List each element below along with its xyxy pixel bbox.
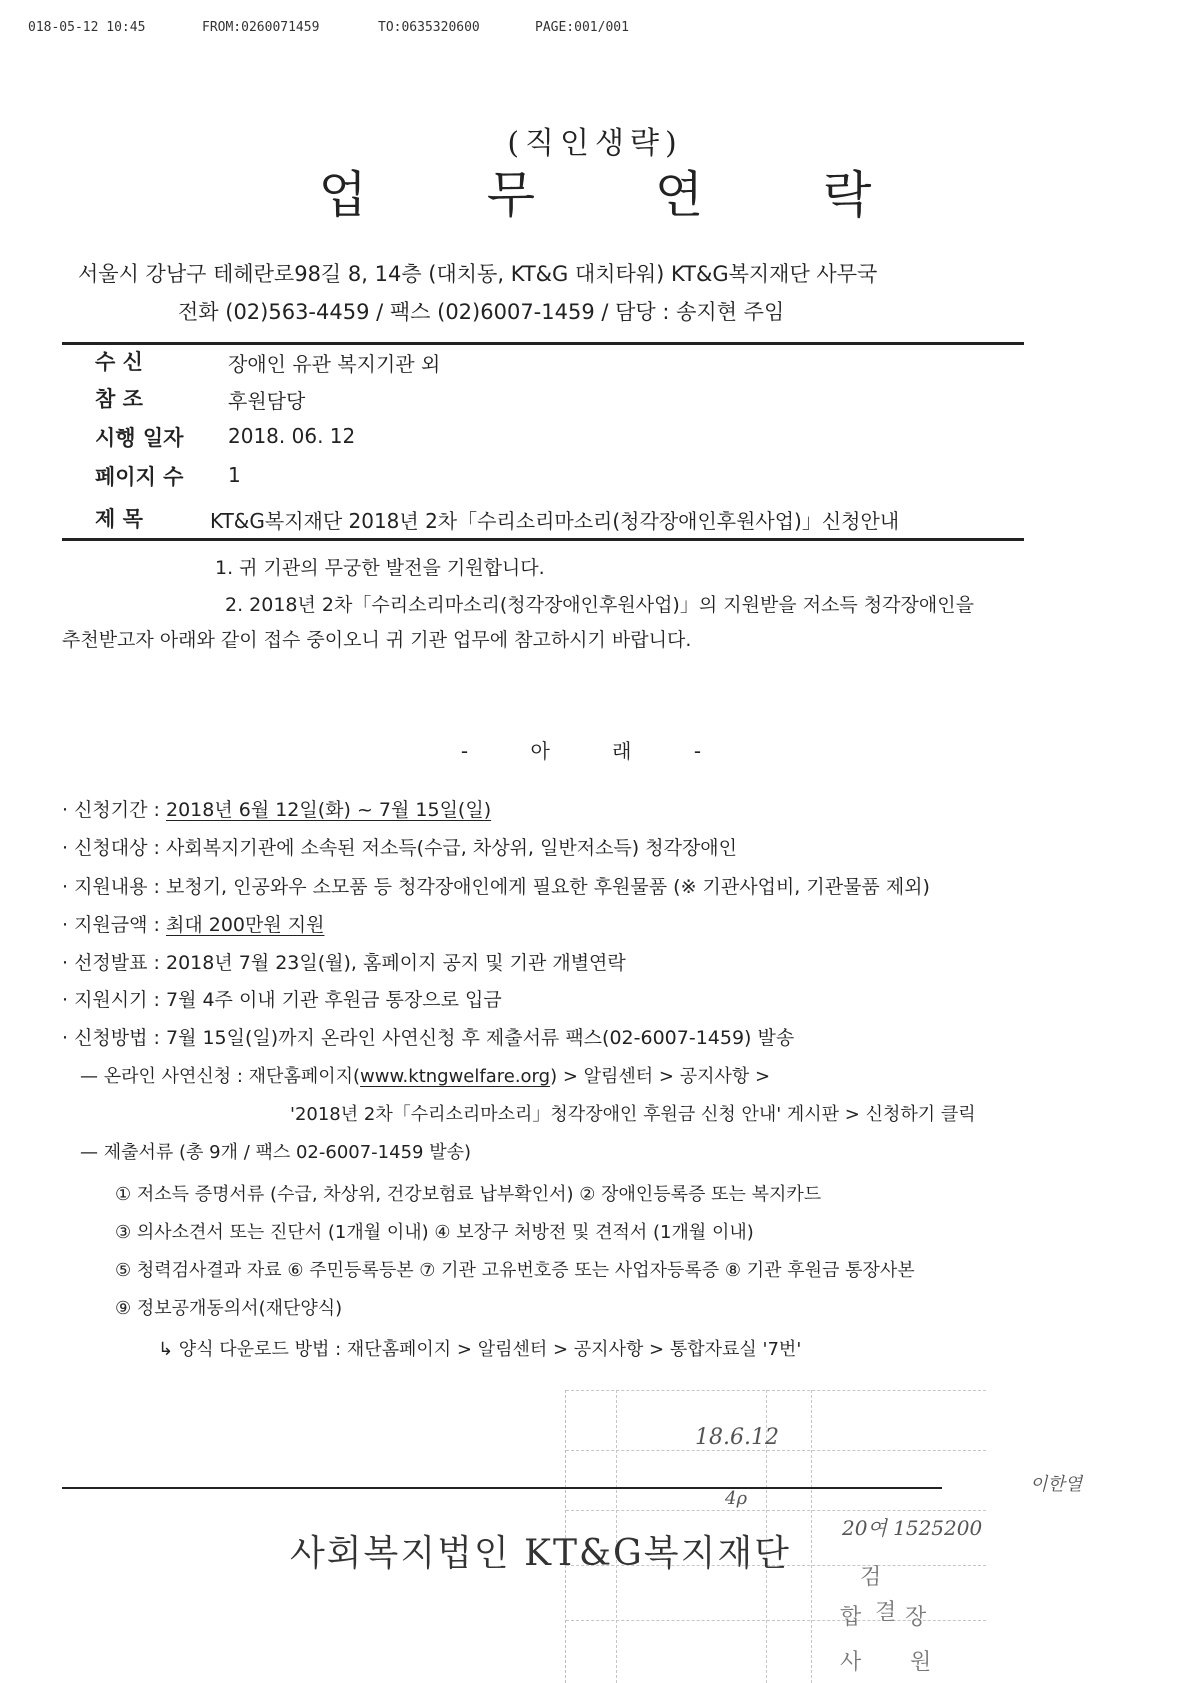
item-label: · 지원시기 :	[62, 989, 166, 1011]
docs-header: — 제출서류 (총 9개 / 팩스 02-6007-1459 발송)	[80, 1142, 472, 1163]
body-paragraph-1: 1. 귀 기관의 무궁한 발전을 기원합니다.	[215, 557, 545, 579]
meta-label-pages: 페이지 수	[95, 465, 184, 489]
item-value: 사회복지기관에 소속된 저소득(수급, 차상위, 일반저소득) 청각장애인	[165, 837, 737, 859]
item-support-timing	[62, 985, 502, 1012]
item-label: · 지원금액 :	[62, 914, 166, 936]
notice-heading: - 아 래 -	[460, 739, 730, 763]
handwritten-signature: 이한열	[1030, 1474, 1083, 1495]
item-label: · 신청기간 :	[62, 799, 166, 821]
fax-page: PAGE:001/001	[535, 20, 629, 35]
body-paragraph-2-line1: 2. 2018년 2차「수리소리마소리(청각장애인후원사업)」의 지원받을 저소득 청각장애인을	[225, 594, 974, 616]
sender-contact: 전화 (02)563-4459 / 팩스 (02)6007-1459 / 담당 : 송지현 주임	[178, 300, 785, 324]
online-prefix: — 온라인 사연신청 : 재단홈페이지(	[80, 1066, 361, 1087]
stamp-cell-1: 검	[860, 1565, 882, 1590]
online-application	[80, 1062, 770, 1088]
fax-from: FROM:0260071459	[202, 20, 320, 35]
document-title: 업 무 연 락	[318, 166, 924, 224]
item-value: 7월 15일(일)까지 온라인 사연신청 후 제출서류 팩스(02-6007-1459) 발송	[165, 1027, 795, 1049]
docs-line-4: ⑨ 정보공개동의서(재단양식)	[115, 1298, 343, 1319]
online-suffix: ) > 알림센터 > 공지사항 >	[550, 1066, 771, 1087]
meta-label-date: 시행 일자	[95, 426, 184, 450]
website-link[interactable]: www.ktngwelfare.org	[360, 1066, 551, 1087]
docs-line-1: ① 저소득 증명서류 (수급, 차상위, 건강보험료 납부확인서) ② 장애인등록증 또는 복지카드	[115, 1184, 822, 1205]
item-target	[62, 833, 737, 860]
item-label: · 신청방법 :	[62, 1027, 166, 1049]
item-application-period	[62, 795, 491, 822]
stamp-cell-3: 합	[840, 1605, 862, 1630]
footer-rule	[62, 1487, 942, 1489]
header-rule	[62, 342, 1024, 345]
item-value: 최대 200만원 지원	[165, 914, 325, 936]
item-value: 2018년 6월 12일(화) ~ 7월 15일(일)	[165, 799, 492, 821]
item-value: 보청기, 인공와우 소모품 등 청각장애인에게 필요한 후원물품 (※ 기관사업비, 기관물품 제외)	[165, 876, 930, 898]
meta-value-date: 2018. 06. 12	[228, 424, 356, 448]
sender-address: 서울시 강남구 테헤란로98길 8, 14층 (대치동, KT&G 대치타워) KT&G복지재단 사무국	[78, 262, 878, 286]
item-support-content	[62, 872, 930, 899]
item-announcement	[62, 948, 626, 975]
download-method: ↳ 양식 다운로드 방법 : 재단홈페이지 > 알림센터 > 공지사항 > 통합자료실 '7번'	[158, 1339, 802, 1360]
meta-value-reference: 후원담당	[228, 389, 306, 413]
meta-value-pages: 1	[228, 463, 241, 487]
handwritten-note: 4ρ	[725, 1488, 748, 1509]
stamp-cell-4: 장	[905, 1605, 927, 1630]
handwritten-date: 18.6.12	[695, 1425, 779, 1450]
meta-label-recipient: 수 신	[95, 350, 143, 374]
stamp-cell-6: 원	[910, 1650, 932, 1675]
meta-label-subject: 제 목	[95, 507, 143, 531]
docs-line-2: ③ 의사소견서 또는 진단서 (1개월 이내) ④ 보장구 처방전 및 견적서 (1개월 이내)	[115, 1222, 754, 1243]
item-support-amount	[62, 910, 324, 937]
seal-omitted-note: (직인생략)	[507, 126, 683, 161]
handwritten-number: 20여 1525200	[842, 1516, 983, 1540]
docs-line-3: ⑤ 청력검사결과 자료 ⑥ 주민등록등본 ⑦ 기관 고유번호증 또는 사업자등록증 ⑧ 기관 후원금 통장사본	[115, 1260, 915, 1281]
stamp-cell-2: 결	[875, 1600, 897, 1625]
fax-to: TO:0635320600	[378, 20, 480, 35]
item-value: 7월 4주 이내 기관 후원금 통장으로 입금	[165, 989, 502, 1011]
subject-rule	[62, 538, 1024, 541]
item-value: 2018년 7월 23일(월), 홈페이지 공지 및 기관 개별연락	[165, 952, 626, 974]
issuing-organization: 사회복지법인 KT&G복지재단	[290, 1533, 791, 1574]
item-label: · 지원내용 :	[62, 876, 166, 898]
meta-value-recipient: 장애인 유관 복지기관 외	[228, 352, 441, 376]
online-application-line2: '2018년 2차「수리소리마소리」청각장애인 후원금 신청 안내' 게시판 > 신청하기 클릭	[290, 1104, 976, 1125]
item-label: · 선정발표 :	[62, 952, 166, 974]
meta-value-subject: KT&G복지재단 2018년 2차「수리소리마소리(청각장애인후원사업)」신청안내	[210, 509, 900, 533]
body-paragraph-2-line2: 추천받고자 아래와 같이 접수 중이오니 귀 기관 업무에 참고하시기 바랍니다.	[62, 629, 692, 651]
stamp-cell-5: 사	[840, 1650, 862, 1675]
meta-label-reference: 참 조	[95, 387, 143, 411]
item-label: · 신청대상 :	[62, 837, 166, 859]
fax-date: 018-05-12 10:45	[28, 20, 146, 35]
item-application-method	[62, 1023, 794, 1050]
